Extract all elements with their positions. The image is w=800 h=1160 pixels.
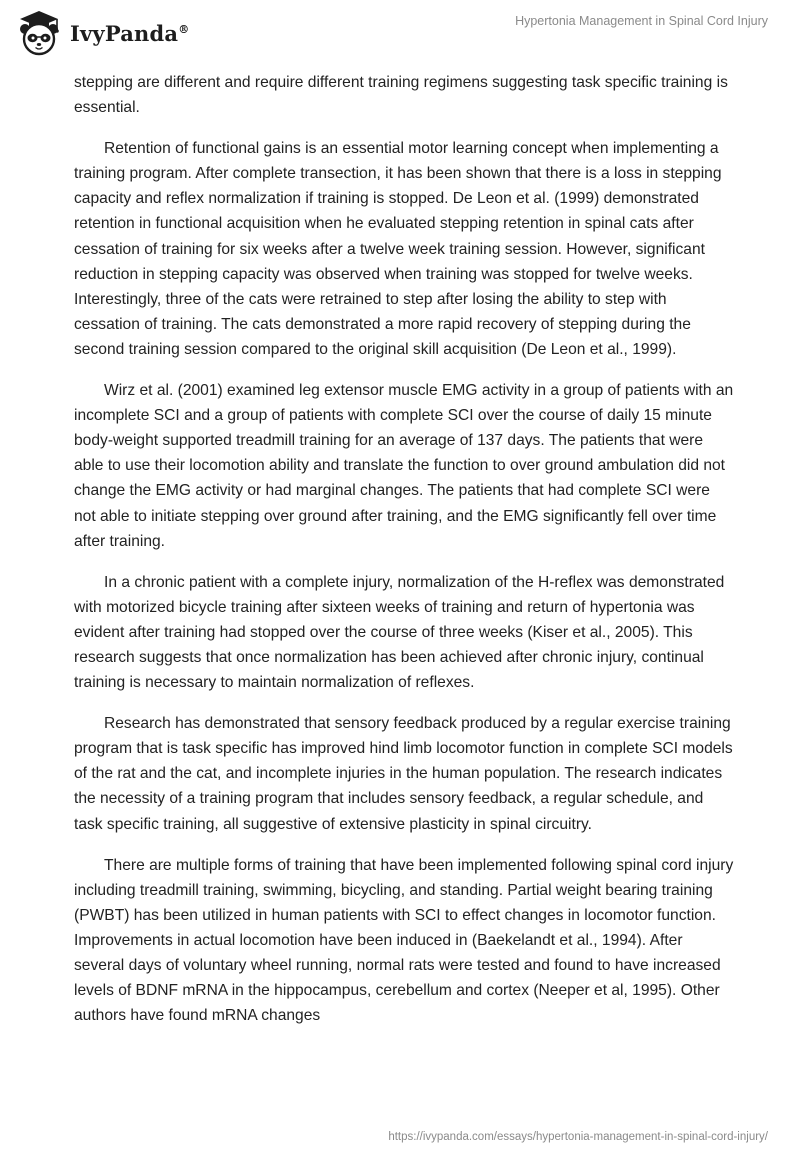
paragraph: In a chronic patient with a complete injury, normalization of the H-reflex was demonstrated with motorized bicycle training after sixteen weeks of training and return of hypertonia was evident after training had stopped over the course of three weeks (Kiser et al., 2005). This research suggests that once normalization has been achieved after chronic injury, continual training is necessary to maintain normalization of reflexes. [74, 573, 725, 692]
logo-wordmark: IvyPanda® [70, 20, 190, 46]
panda-graduation-icon [14, 8, 64, 58]
ivypanda-logo[interactable] [14, 8, 189, 58]
source-url[interactable]: https://ivypanda.com/essays/hypertonia-management-in-spinal-cord-injury/ [388, 1131, 768, 1143]
paragraph: Retention of functional gains is an essential motor learning concept when implementing a training program. After complete transection, it has been shown that there is a loss in stepping capacity and reflex normalization if training is stopped. De Leon et al. (1999) demonstrated retention in functional acquisition when he evaluated stepping retention in spinal cats after cessation of training for six weeks after a twelve week training session. However, significant reduction in stepping capacity was observed when training was stopped for twelve weeks. Interestingly, three of the cats were retrained to step after losing the ability to step with cessation of training. The cats demonstrated a more rapid recovery of stepping during the second training session compared to the original skill acquisition (De Leon et al., 1999). [74, 140, 722, 358]
paragraph-continued: stepping are different and require different training regimens suggesting task specific training is essential. [74, 74, 728, 117]
paragraph: Wirz et al. (2001) examined leg extensor muscle EMG activity in a group of patients with an incomplete SCI and a group of patients with complete SCI over the course of daily 15 minute body-weight supported treadmill training for an average of 137 days. The patients that were able to use their locomotion ability and translate the function to over ground ambulation did not change the EMG activity or had marginal changes. The patients that had complete SCI were not able to initiate stepping over ground after training, and the EMG significantly fell over time after training. [74, 382, 734, 550]
paragraph: There are multiple forms of training that have been implemented following spinal cord injury including treadmill training, swimming, bicycling, and standing. Partial weight bearing training (PWBT) has been utilized in human patients with SCI to effect changes in locomotor function. Improvements in actual locomotion have been induced in (Baekelandt et al., 1994). After several days of voluntary wheel running, normal rats were tested and found to have increased levels of BDNF mRNA in the hippocampus, cerebellum and cortex (Neeper et al, 1995). Other authors have found mRNA changes [74, 856, 734, 1025]
essay-body [74, 70, 734, 1044]
paragraph: Research has demonstrated that sensory feedback produced by a regular exercise training program that is task specific has improved hind limb locomotor function in complete SCI models of the rat and the cat, and incomplete injuries in the human population. The research indicates the necessity of a training program that includes sensory feedback, a regular schedule, and task specific training, all suggestive of extensive plasticity in spinal circuitry. [74, 715, 733, 833]
page-header [0, 0, 800, 70]
registered-mark: ® [178, 22, 190, 36]
document-title: Hypertonia Management in Spinal Cord Injury [515, 14, 768, 28]
